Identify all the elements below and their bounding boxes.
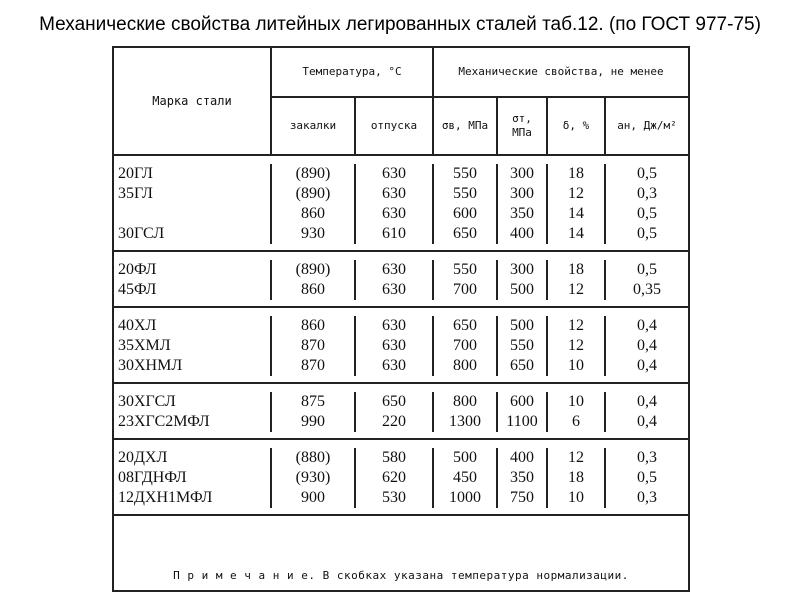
cell-tempering-temp: 630 xyxy=(382,205,406,222)
cell-yield-strength: 650 xyxy=(510,357,534,374)
cell-steel-grade: 12ДХН1МФЛ xyxy=(118,489,213,506)
cell-quenching-temp: 990 xyxy=(301,413,325,430)
cell-elongation: 10 xyxy=(568,489,584,506)
column-steel-grade xyxy=(114,316,272,376)
cell-yield-strength: 300 xyxy=(510,165,534,182)
cell-steel-grade: 40ХЛ xyxy=(118,317,157,334)
cell-tempering-temp: 630 xyxy=(382,317,406,334)
cell-yield-strength: 550 xyxy=(510,337,534,354)
cell-steel-grade: 35ГЛ xyxy=(118,185,153,202)
cell-quenching-temp: (880) xyxy=(295,449,331,466)
page-title: Механические свойства литейных легированных сталей таб.12. (по ГОСТ 977-75) xyxy=(39,14,761,35)
cell-quenching-temp: 875 xyxy=(301,393,325,410)
column-impact-toughness xyxy=(606,392,688,432)
cell-tensile-strength: 800 xyxy=(453,393,477,410)
table-group xyxy=(114,440,688,516)
cell-yield-strength: 350 xyxy=(510,469,534,486)
cell-tensile-strength: 550 xyxy=(453,261,477,278)
cell-elongation: 12 xyxy=(568,317,584,334)
cell-yield-strength: 500 xyxy=(510,281,534,298)
column-yield-strength xyxy=(498,164,548,244)
cell-tensile-strength: 700 xyxy=(453,337,477,354)
cell-quenching-temp: (890) xyxy=(295,261,331,278)
cell-impact-toughness: 0,35 xyxy=(633,281,661,298)
column-tensile-strength xyxy=(434,260,498,300)
cell-quenching-temp: (890) xyxy=(295,165,331,182)
cell-yield-strength: 300 xyxy=(510,261,534,278)
cell-steel-grade: 20ГЛ xyxy=(118,165,153,182)
cell-impact-toughness: 0,5 xyxy=(637,469,657,486)
column-tensile-strength xyxy=(434,164,498,244)
cell-impact-toughness: 0,3 xyxy=(637,449,657,466)
table-header xyxy=(114,48,688,156)
cell-tensile-strength: 450 xyxy=(453,469,477,486)
cell-elongation: 18 xyxy=(568,261,584,278)
cell-impact-toughness: 0,4 xyxy=(637,413,657,430)
column-yield-strength xyxy=(498,392,548,432)
cell-tempering-temp: 630 xyxy=(382,261,406,278)
cell-yield-strength: 400 xyxy=(510,225,534,242)
column-steel-grade xyxy=(114,448,272,508)
cell-elongation: 14 xyxy=(568,205,584,222)
column-yield-strength xyxy=(498,448,548,508)
cell-steel-grade: 30ХГСЛ xyxy=(118,393,176,410)
cell-tensile-strength: 500 xyxy=(453,449,477,466)
cell-quenching-temp: (890) xyxy=(295,185,331,202)
cell-impact-toughness: 0,5 xyxy=(637,165,657,182)
cell-yield-strength: 350 xyxy=(510,205,534,222)
column-impact-toughness xyxy=(606,448,688,508)
cell-steel-grade: 30ХНМЛ xyxy=(118,357,183,374)
cell-quenching-temp: 860 xyxy=(301,317,325,334)
column-steel-grade xyxy=(114,260,272,300)
header-elongation: δ, % xyxy=(548,98,606,156)
cell-tensile-strength: 550 xyxy=(453,165,477,182)
header-mechanical-properties: Механические свойства, не менее xyxy=(434,48,688,98)
column-quenching-temp xyxy=(272,448,356,508)
cell-steel-grade: 35ХМЛ xyxy=(118,337,171,354)
column-impact-toughness xyxy=(606,164,688,244)
cell-elongation: 10 xyxy=(568,393,584,410)
column-tempering-temp xyxy=(356,448,434,508)
column-quenching-temp xyxy=(272,260,356,300)
cell-steel-grade: 30ГСЛ xyxy=(118,225,165,242)
column-steel-grade xyxy=(114,392,272,432)
cell-tensile-strength: 800 xyxy=(453,357,477,374)
header-tensile-strength: σв, МПа xyxy=(434,98,498,156)
cell-tempering-temp: 630 xyxy=(382,281,406,298)
cell-quenching-temp: 930 xyxy=(301,225,325,242)
cell-yield-strength: 300 xyxy=(510,185,534,202)
cell-impact-toughness: 0,5 xyxy=(637,261,657,278)
cell-quenching-temp: 860 xyxy=(301,281,325,298)
header-quenching: закалки xyxy=(272,98,356,156)
column-tempering-temp xyxy=(356,260,434,300)
cell-impact-toughness: 0,4 xyxy=(637,357,657,374)
cell-quenching-temp: 860 xyxy=(301,205,325,222)
cell-tensile-strength: 700 xyxy=(453,281,477,298)
header-steel-grade: Марка стали xyxy=(114,48,272,156)
table-note: П р и м е ч а н и е. В скобках указана температура нормализации. xyxy=(173,569,629,582)
cell-tempering-temp: 220 xyxy=(382,413,406,430)
header-tempering: отпуска xyxy=(356,98,434,156)
cell-impact-toughness: 0,4 xyxy=(637,337,657,354)
cell-tensile-strength: 1000 xyxy=(449,489,481,506)
cell-tempering-temp: 630 xyxy=(382,165,406,182)
cell-tensile-strength: 650 xyxy=(453,225,477,242)
cell-tempering-temp: 630 xyxy=(382,357,406,374)
column-elongation xyxy=(548,260,606,300)
column-elongation xyxy=(548,392,606,432)
cell-impact-toughness: 0,5 xyxy=(637,225,657,242)
cell-yield-strength: 600 xyxy=(510,393,534,410)
cell-steel-grade: 45ФЛ xyxy=(118,281,157,298)
cell-yield-strength: 400 xyxy=(510,449,534,466)
column-tensile-strength xyxy=(434,316,498,376)
header-temperature: Температура, °С xyxy=(272,48,434,98)
cell-impact-toughness: 0,3 xyxy=(637,489,657,506)
cell-steel-grade: 08ГДНФЛ xyxy=(118,469,187,486)
column-elongation xyxy=(548,316,606,376)
cell-tensile-strength: 1300 xyxy=(449,413,481,430)
table-group xyxy=(114,252,688,308)
cell-steel-grade: 23ХГС2МФЛ xyxy=(118,413,210,430)
column-impact-toughness xyxy=(606,260,688,300)
header-impact-toughness: ан, Дж/м² xyxy=(606,98,688,156)
column-quenching-temp xyxy=(272,164,356,244)
column-elongation xyxy=(548,164,606,244)
cell-yield-strength: 500 xyxy=(510,317,534,334)
table-body xyxy=(114,156,688,516)
cell-tempering-temp: 610 xyxy=(382,225,406,242)
column-tempering-temp xyxy=(356,316,434,376)
cell-elongation: 18 xyxy=(568,165,584,182)
cell-steel-grade: 20ДХЛ xyxy=(118,449,168,466)
table-group xyxy=(114,308,688,384)
table-group xyxy=(114,384,688,440)
cell-quenching-temp: 870 xyxy=(301,357,325,374)
cell-tempering-temp: 580 xyxy=(382,449,406,466)
cell-elongation: 12 xyxy=(568,281,584,298)
cell-quenching-temp: 900 xyxy=(301,489,325,506)
cell-quenching-temp: 870 xyxy=(301,337,325,354)
cell-elongation: 12 xyxy=(568,337,584,354)
cell-elongation: 18 xyxy=(568,469,584,486)
column-yield-strength xyxy=(498,316,548,376)
cell-impact-toughness: 0,3 xyxy=(637,185,657,202)
cell-steel-grade: 20ФЛ xyxy=(118,261,157,278)
steel-properties-table xyxy=(112,46,690,592)
cell-tensile-strength: 600 xyxy=(453,205,477,222)
table-group xyxy=(114,156,688,252)
column-elongation xyxy=(548,448,606,508)
column-steel-grade xyxy=(114,164,272,244)
column-tensile-strength xyxy=(434,392,498,432)
cell-tempering-temp: 630 xyxy=(382,337,406,354)
cell-impact-toughness: 0,4 xyxy=(637,317,657,334)
cell-tensile-strength: 550 xyxy=(453,185,477,202)
column-quenching-temp xyxy=(272,316,356,376)
cell-yield-strength: 750 xyxy=(510,489,534,506)
cell-quenching-temp: (930) xyxy=(295,469,331,486)
cell-elongation: 12 xyxy=(568,185,584,202)
column-quenching-temp xyxy=(272,392,356,432)
column-impact-toughness xyxy=(606,316,688,376)
cell-impact-toughness: 0,5 xyxy=(637,205,657,222)
cell-tempering-temp: 620 xyxy=(382,469,406,486)
cell-tempering-temp: 530 xyxy=(382,489,406,506)
cell-impact-toughness: 0,4 xyxy=(637,393,657,410)
column-tensile-strength xyxy=(434,448,498,508)
cell-elongation: 12 xyxy=(568,449,584,466)
cell-elongation: 14 xyxy=(568,225,584,242)
cell-yield-strength: 1100 xyxy=(506,413,538,430)
cell-tensile-strength: 650 xyxy=(453,317,477,334)
column-tempering-temp xyxy=(356,164,434,244)
cell-elongation: 10 xyxy=(568,357,584,374)
column-yield-strength xyxy=(498,260,548,300)
column-tempering-temp xyxy=(356,392,434,432)
cell-elongation: 6 xyxy=(572,413,580,430)
cell-tempering-temp: 630 xyxy=(382,185,406,202)
cell-tempering-temp: 650 xyxy=(382,393,406,410)
header-yield-strength: σт, МПа xyxy=(498,98,548,156)
